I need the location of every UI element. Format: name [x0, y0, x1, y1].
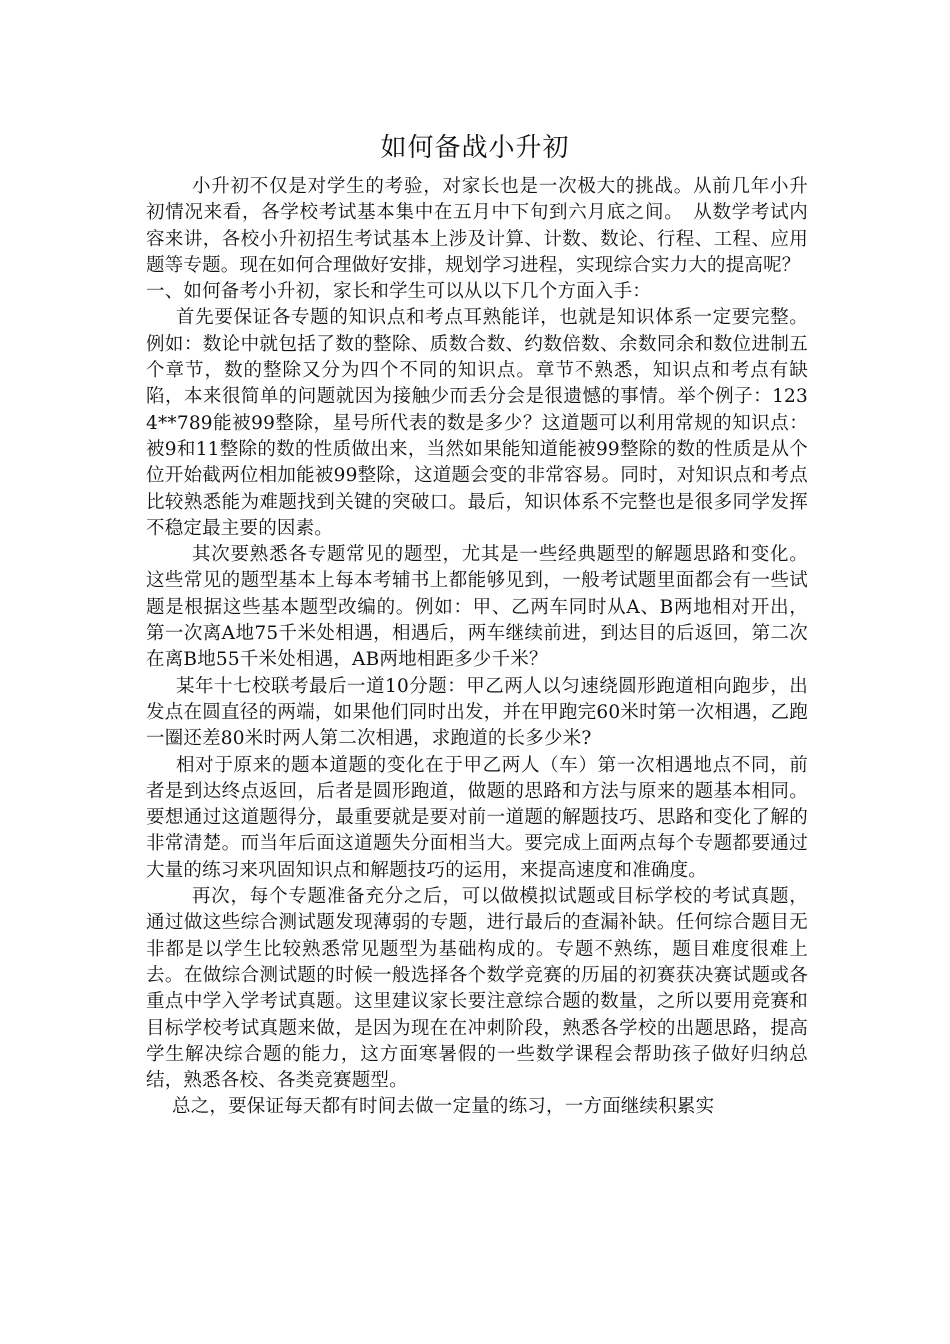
paragraph-second-point: 其次要熟悉各专题常见的题型，尤其是一些经典题型的解题思路和变化。这些常见的题型基本上每本考辅书上都能够见到，一般考试题里面都会有一些试题是根据这些基本题型改编的。例如：甲、乙两车同时从A、B两地相对开出，第一次离A地75千米处相遇，相遇后，两车继续前进，到达目的后返回，第二次在离B地55千米处相遇，AB两地相距多少千米？	[146, 544, 808, 671]
document-body	[146, 174, 808, 1121]
paragraph-comparison: 相对于原来的题本道题的变化在于甲乙两人（车）第一次相遇地点不同，前者是到达终点返回，后者是圆形跑道，做题的思路和方法与原来的题基本相同。要想通过这道题得分，最重要就是要对前一道题的解题技巧、思路和变化了解的非常清楚。而当年后面这道题失分面相当大。要完成上面两点每个专题都要通过大量的练习来巩固知识点和解题技巧的运用，来提高速度和准确度。	[146, 754, 808, 881]
paragraph-example-problem: 某年十七校联考最后一道10分题：甲乙两人以匀速绕圆形跑道相向跑步，出发点在圆直径的两端，如果他们同时出发，并在甲跑完60米时第一次相遇，乙跑一圈还差80米时两人第二次相遇，求跑道的长多少米?	[146, 675, 808, 750]
paragraph-third-point: 再次，每个专题准备充分之后，可以做模拟试题或目标学校的考试真题，通过做这些综合测试题发现薄弱的专题，进行最后的查漏补缺。任何综合题目无非都是以学生比较熟悉常见题型为基础构成的。专题不熟练，题目难度很难上去。在做综合测试题的时候一般选择各个数学竞赛的历届的初赛获决赛试题或各重点中学入学考试真题。这里建议家长要注意综合题的数量，之所以要用竞赛和目标学校考试真题来做，是因为现在在冲刺阶段，熟悉各学校的出题思路，提高学生解决综合题的能力，这方面寒暑假的一些数学课程会帮助孩子做好归纳总结，熟悉各校、各类竞赛题型。	[146, 886, 808, 1092]
paragraph-section-heading: 一、如何备考小升初，家长和学生可以从以下几个方面入手：	[146, 281, 651, 303]
paragraph-intro: 小升初不仅是对学生的考验，对家长也是一次极大的挑战。从前几年小升初情况来看，各学校考试基本集中在五月中下旬到六月底之间。 从数学考试内容来讲，各校小升初招生考试基本上涉及计算、计数、数论、行程、工程、应用题等专题。现在如何合理做好安排，规划学习进程，实现综合实力大的提高呢？	[146, 176, 808, 276]
document-title: 如何备战小升初	[380, 133, 570, 163]
paragraph-first-point: 首先要保证各专题的知识点和考点耳熟能详，也就是知识体系一定要完整。例如：数论中就包括了数的整除、质数合数、约数倍数、余数同余和数位进制五个章节，数的整除又分为四个不同的知识点。章节不熟悉，知识点和考点有缺陷，本来很简单的问题就因为接触少而丢分会是很遗憾的事情。举个例子：1234**789能被99整除，星号所代表的数是多少？这道题可以利用常规的知识点：被9和11整除的数的性质做出来，当然如果能知道能被99整除的数的性质是从个位开始截两位相加能被99整除，这道题会变的非常容易。同时，对知识点和考点比较熟悉能为难题找到关键的突破口。最后，知识体系不完整也是很多同学发挥不稳定最主要的因素。	[146, 307, 808, 539]
paragraph-summary: 总之，要保证每天都有时间去做一定量的练习，一方面继续积累实	[172, 1096, 715, 1118]
